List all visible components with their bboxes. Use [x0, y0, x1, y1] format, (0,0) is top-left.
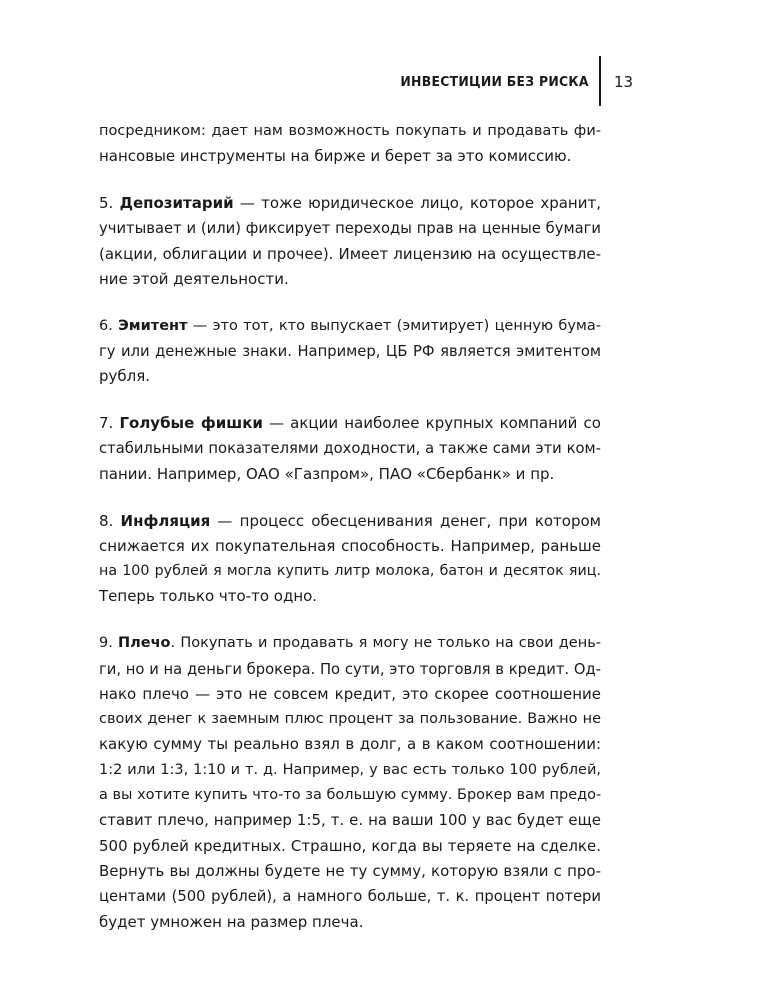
text-line: ние этой деятельности. — [99, 269, 289, 288]
text-line — [99, 411, 601, 436]
text-line: нансовые инструменты на бирже и берет за это комиссию. — [99, 147, 572, 166]
definition-leverage — [99, 631, 601, 935]
text-line: снижается их покупательная способность. Например, раньше — [99, 536, 601, 555]
term-issuer: Эмитент — [118, 317, 188, 334]
text-line: а вы хотите купить что-то за большую сумму. Брокер вам предо- — [99, 787, 602, 804]
text-line: Теперь только что-то одно. — [99, 587, 318, 606]
text-line: ставит плечо, например 1:5, т. е. на ваши 100 у вас будет еще — [99, 811, 601, 830]
definition-issuer — [99, 314, 601, 390]
text-fragment: . Покупать и продавать я могу не только на свои день- — [170, 635, 601, 652]
text-line: рубля. — [99, 367, 151, 386]
header-divider — [599, 56, 601, 106]
text-line: (акции, облигации и прочее). Имеет лицензию на осуществле- — [99, 244, 601, 263]
page-number: 13 — [614, 73, 634, 91]
running-header — [0, 0, 759, 110]
text-line: какую сумму ты реально взял в долг, а в каком соотношении: — [99, 735, 601, 754]
text-line: учитывает и (или) фиксирует переходы прав на ценные бумаги — [99, 220, 601, 238]
term-depositary: Депозитарий — [119, 194, 234, 213]
text-line: на 100 рублей я могла купить литр молока, батон и десяток яиц. — [99, 563, 601, 580]
text-line: будет умножен на размер плеча. — [99, 912, 364, 931]
text-line: центами (500 рублей), а намного больше, т. к. процент потери — [99, 888, 601, 906]
text-line: ги, но и на деньги брокера. По сути, это торговля в кредит. Од- — [99, 660, 601, 678]
definition-inflation — [99, 509, 601, 610]
text-line: стабильными показателями доходности, а также сами эти ком- — [99, 440, 601, 458]
page-body — [99, 119, 601, 956]
text-line: Вернуть вы должны будете не ту сумму, которую взяли с про- — [99, 861, 601, 880]
text-fragment: — тоже юридическое лицо, которое хранит, — [233, 194, 601, 213]
running-header-title: ИНВЕСТИЦИИ БЕЗ РИСКА — [400, 74, 589, 90]
item-number: 9. — [99, 635, 119, 652]
text-line: гу или денежные знаки. Например, ЦБ РФ является эмитентом — [99, 343, 601, 361]
definition-depositary — [99, 191, 601, 292]
text-fragment: — акции наиболее крупных компаний со — [262, 414, 601, 433]
item-number: 6. — [99, 317, 119, 334]
term-leverage: Плечо — [118, 635, 171, 652]
text-line — [99, 509, 601, 534]
item-number: 5. — [99, 194, 120, 213]
term-blue-chips: Голубые фишки — [119, 414, 263, 433]
paragraph-continuation — [99, 119, 601, 170]
text-fragment: — это тот, кто выпускает (эмитирует) ценную бума- — [187, 317, 601, 334]
text-line — [99, 191, 601, 216]
text-line: 1:2 или 1:3, 1:10 и т. д. Например, у вас есть только 100 рублей, — [99, 761, 601, 778]
text-line: 500 рублей кредитных. Страшно, когда вы теряете на сделке. — [99, 836, 601, 855]
text-line — [99, 631, 601, 656]
item-number: 8. — [99, 511, 121, 530]
item-number: 7. — [99, 414, 120, 433]
text-line: нако плечо — это не совсем кредит, это скорее соотношение — [99, 684, 601, 703]
text-line: пании. Например, ОАО «Газпром», ПАО «Сбербанк» и пр. — [99, 464, 555, 483]
text-line — [99, 314, 601, 339]
text-fragment: — процесс обесценивания денег, при котором — [210, 511, 601, 530]
text-line: своих денег к заемным плюс процент за пользование. Важно не — [99, 711, 601, 728]
definition-blue-chips — [99, 411, 601, 487]
term-inflation: Инфляция — [120, 511, 211, 530]
text-line: посредником: дает нам возможность покупать и продавать фи- — [99, 123, 601, 139]
